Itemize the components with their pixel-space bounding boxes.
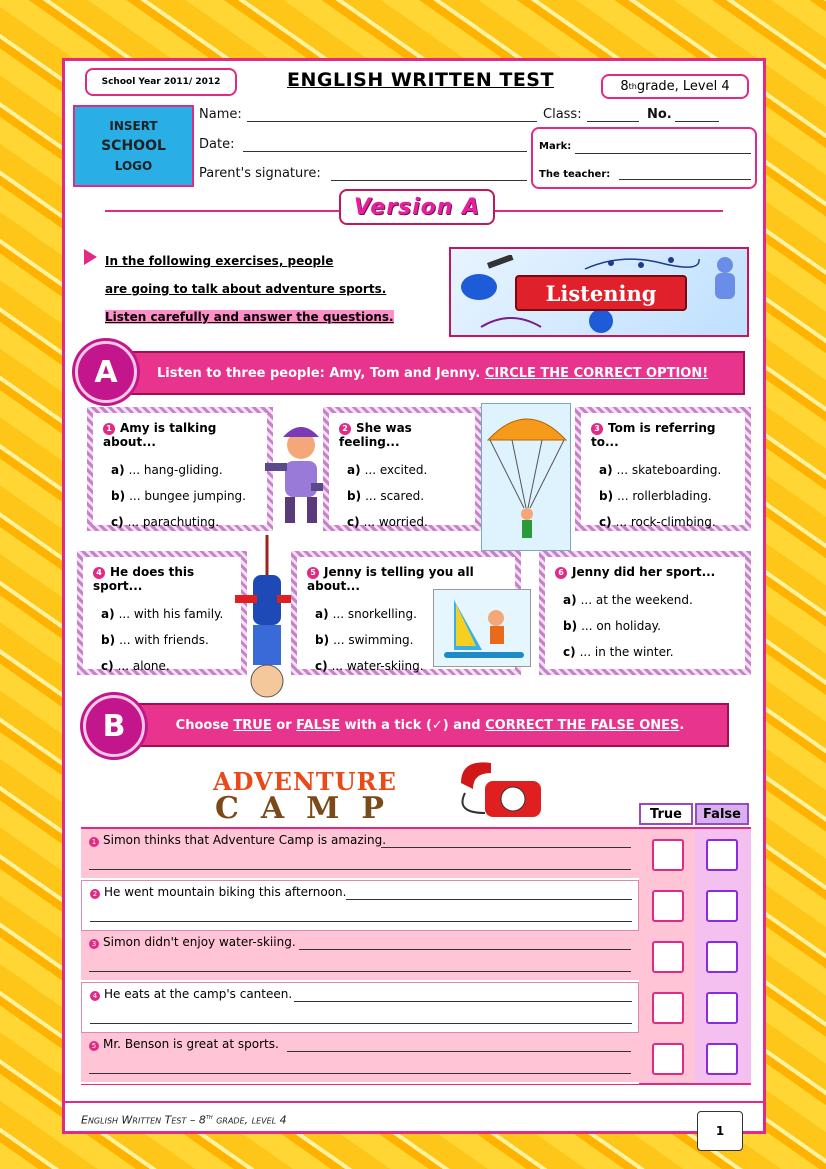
section-b-instr-1: Choose — [175, 717, 234, 733]
music-notes-icon — [581, 251, 701, 275]
grade-box — [601, 74, 749, 99]
section-b-instr-false: FALSE — [296, 717, 341, 733]
section-b-instruction-bar — [131, 703, 729, 747]
statement-3-number: 3 — [89, 939, 99, 949]
intro-text — [105, 247, 435, 331]
adventure-camp-title: ADVENTURE — [213, 767, 397, 796]
section-b-instr-end: . — [679, 717, 685, 733]
statement-row-1 — [81, 829, 639, 880]
question-2-option-b[interactable]: b) ... scared. — [347, 489, 425, 503]
school-logo-placeholder — [73, 105, 194, 187]
teacher-label: The teacher: — [539, 169, 611, 180]
statement-2-number: 2 — [90, 889, 100, 899]
statement-3-text: Simon didn't enjoy water-skiing. — [103, 935, 296, 949]
statement-3-true-checkbox[interactable] — [652, 941, 684, 973]
statement-4-false-checkbox[interactable] — [706, 992, 738, 1024]
name-field[interactable] — [247, 121, 537, 122]
question-5-option-b[interactable]: b) ... swimming. — [315, 633, 414, 647]
parent-signature-field[interactable] — [331, 180, 527, 181]
section-a-instruction: Listen to three people: Amy, Tom and Jenny. — [157, 365, 481, 381]
question-6-option-b[interactable]: b) ... on holiday. — [563, 619, 661, 633]
statement-1-line-2[interactable] — [89, 869, 631, 870]
mark-label: Mark: — [539, 141, 572, 152]
statement-5-false-checkbox[interactable] — [706, 1043, 738, 1075]
question-1-text: Amy is talking about... — [103, 421, 217, 449]
statement-2-true-cell — [641, 880, 695, 931]
question-3-option-b[interactable]: b) ... rollerblading. — [599, 489, 712, 503]
number-field[interactable] — [675, 121, 719, 122]
parachute-icon — [482, 404, 572, 552]
statement-row-3 — [81, 931, 639, 982]
statement-2-text: He went mountain biking this afternoon. — [104, 885, 347, 899]
statement-1-true-cell — [641, 829, 695, 880]
statement-5-false-cell — [695, 1033, 749, 1084]
school-year-text: School Year 2011/ 2012 — [101, 77, 221, 87]
worksheet-page — [62, 58, 766, 1138]
section-a-badge-letter: A — [94, 354, 118, 390]
question-2-number: 2 — [339, 423, 351, 435]
footer-text-2: grade, level 4 — [212, 1113, 287, 1127]
footer-divider — [65, 1101, 763, 1103]
statement-2-true-checkbox[interactable] — [652, 890, 684, 922]
statement-row-2 — [81, 880, 639, 931]
statement-5-true-checkbox[interactable] — [652, 1043, 684, 1075]
question-2-option-a[interactable]: a) ... excited. — [347, 463, 428, 477]
grade-prefix: 8 — [620, 79, 629, 94]
page-title: ENGLISH WRITTEN TEST — [287, 69, 554, 91]
statement-4-line-1[interactable] — [294, 1001, 632, 1002]
question-3-number: 3 — [591, 423, 603, 435]
true-column-header: True — [639, 803, 693, 825]
statement-5-text: Mr. Benson is great at sports. — [103, 1037, 279, 1051]
listening-banner — [449, 247, 749, 337]
intro-line-1: In the following exercises, people — [105, 254, 334, 268]
statement-4-number: 4 — [90, 991, 100, 1001]
section-a-instruction-bar — [115, 351, 745, 395]
statement-1-line-1[interactable] — [381, 847, 631, 848]
date-field[interactable] — [243, 151, 527, 152]
question-4-option-b[interactable]: b) ... with friends. — [101, 633, 209, 647]
statement-5-true-cell — [641, 1033, 695, 1084]
arrow-icon — [84, 249, 97, 265]
class-field[interactable] — [587, 121, 639, 122]
question-6-text: Jenny did her sport... — [572, 565, 716, 579]
section-b-instr-2: with a tick (✓) and — [340, 717, 486, 733]
statement-1-false-checkbox[interactable] — [706, 839, 738, 871]
school-year-box — [85, 68, 237, 96]
question-1-number: 1 — [103, 423, 115, 435]
section-b-badge — [83, 695, 145, 757]
statement-4-true-cell — [641, 982, 695, 1033]
windsurfer-icon — [434, 590, 532, 668]
statement-4-line-2[interactable] — [90, 1023, 632, 1024]
intro-line-2: are going to talk about adventure sports. — [105, 282, 387, 296]
question-5-option-c[interactable]: c) ... water-skiing. — [315, 659, 424, 673]
question-5-text: Jenny is telling you all about... — [307, 565, 474, 593]
statement-1-text: Simon thinks that Adventure Camp is amazing. — [103, 833, 387, 847]
footer-text — [81, 1113, 287, 1127]
statement-4-text: He eats at the camp's canteen. — [104, 987, 293, 1001]
question-3-option-c[interactable]: c) ... rock-climbing. — [599, 515, 716, 529]
question-5-number: 5 — [307, 567, 319, 579]
footer-text-1: English Written Test – 8 — [81, 1113, 206, 1127]
question-6-option-c[interactable]: c) ... in the winter. — [563, 645, 674, 659]
number-label: No. — [647, 107, 672, 122]
grade-suffix: grade, Level 4 — [636, 79, 730, 94]
question-3-option-a[interactable]: a) ... skateboarding. — [599, 463, 722, 477]
question-4-text: He does this sport... — [93, 565, 195, 593]
question-6-card — [539, 551, 751, 675]
parachute-picture — [481, 403, 571, 551]
page-number: 1 — [697, 1111, 743, 1151]
question-1-option-a[interactable]: a) ... hang-gliding. — [111, 463, 223, 477]
question-4-option-c[interactable]: c) ... alone. — [101, 659, 170, 673]
statement-1-false-cell — [695, 829, 749, 880]
statement-3-false-checkbox[interactable] — [706, 941, 738, 973]
name-label: Name: — [199, 107, 242, 122]
statement-3-false-cell — [695, 931, 749, 982]
statement-1-true-checkbox[interactable] — [652, 839, 684, 871]
parent-signature-label: Parent's signature: — [199, 166, 321, 181]
statement-4-false-cell — [695, 982, 749, 1033]
question-1-card — [87, 407, 273, 531]
logo-line-2: SCHOOL — [101, 138, 166, 154]
question-6-option-a[interactable]: a) ... at the weekend. — [563, 593, 693, 607]
question-4-card — [77, 551, 247, 675]
question-3-text: Tom is referring to... — [591, 421, 716, 449]
statement-5-line-1[interactable] — [287, 1051, 631, 1052]
question-2-text: She was feeling... — [339, 421, 412, 449]
section-b-badge-letter: B — [102, 708, 126, 744]
statement-2-line-1[interactable] — [346, 899, 632, 900]
section-b-instr-emphasis: CORRECT THE FALSE ONES — [485, 717, 680, 733]
version-label: Version A — [339, 189, 495, 225]
intro-line-3: Listen carefully and answer the questions. — [105, 310, 394, 324]
question-2-option-c[interactable]: c) ... worried. — [347, 515, 428, 529]
statement-3-line-1[interactable] — [299, 949, 631, 950]
statement-row-4 — [81, 982, 639, 1033]
question-3-card — [575, 407, 751, 531]
statement-5-number: 5 — [89, 1041, 99, 1051]
question-6-number: 6 — [555, 567, 567, 579]
singer-figure-icon — [703, 255, 747, 315]
statement-5-line-2[interactable] — [89, 1073, 631, 1074]
statement-4-true-checkbox[interactable] — [652, 992, 684, 1024]
guitar-icon — [457, 255, 517, 305]
section-b-instr-or: or — [271, 717, 297, 733]
question-4-option-a[interactable]: a) ... with his family. — [101, 607, 224, 621]
statement-3-line-2[interactable] — [89, 971, 631, 972]
headphones-decoration-icon — [461, 307, 741, 335]
mark-field[interactable] — [575, 153, 751, 154]
false-column-header: False — [695, 803, 749, 825]
statement-1-number: 1 — [89, 837, 99, 847]
statement-2-line-2[interactable] — [90, 921, 632, 922]
question-1-option-c[interactable]: c) ... parachuting. — [111, 515, 220, 529]
section-a-instruction-emphasis: CIRCLE THE CORRECT OPTION! — [484, 365, 709, 381]
logo-line-1: INSERT — [109, 119, 158, 133]
adventure-camp-subtitle: CAMP — [215, 791, 406, 826]
statement-row-5 — [81, 1033, 639, 1084]
listening-label: Listening — [515, 275, 687, 311]
logo-line-3: LOGO — [114, 159, 153, 173]
mark-box — [531, 127, 757, 189]
section-a-badge — [75, 341, 137, 403]
statement-2-false-cell — [695, 880, 749, 931]
statement-3-true-cell — [641, 931, 695, 982]
telephone-icon — [451, 753, 547, 825]
grade-sup: th — [628, 82, 637, 91]
teacher-field[interactable] — [619, 179, 751, 180]
windsurfing-picture — [433, 589, 531, 667]
section-b-instr-true: TRUE — [233, 717, 272, 733]
statement-2-false-checkbox[interactable] — [706, 890, 738, 922]
footer-sup: th — [205, 1113, 213, 1121]
question-4-number: 4 — [93, 567, 105, 579]
date-label: Date: — [199, 137, 235, 152]
question-1-option-b[interactable]: b) ... bungee jumping. — [111, 489, 246, 503]
class-label: Class: — [543, 107, 582, 122]
question-5-option-a[interactable]: a) ... snorkelling. — [315, 607, 417, 621]
question-2-card — [323, 407, 481, 531]
